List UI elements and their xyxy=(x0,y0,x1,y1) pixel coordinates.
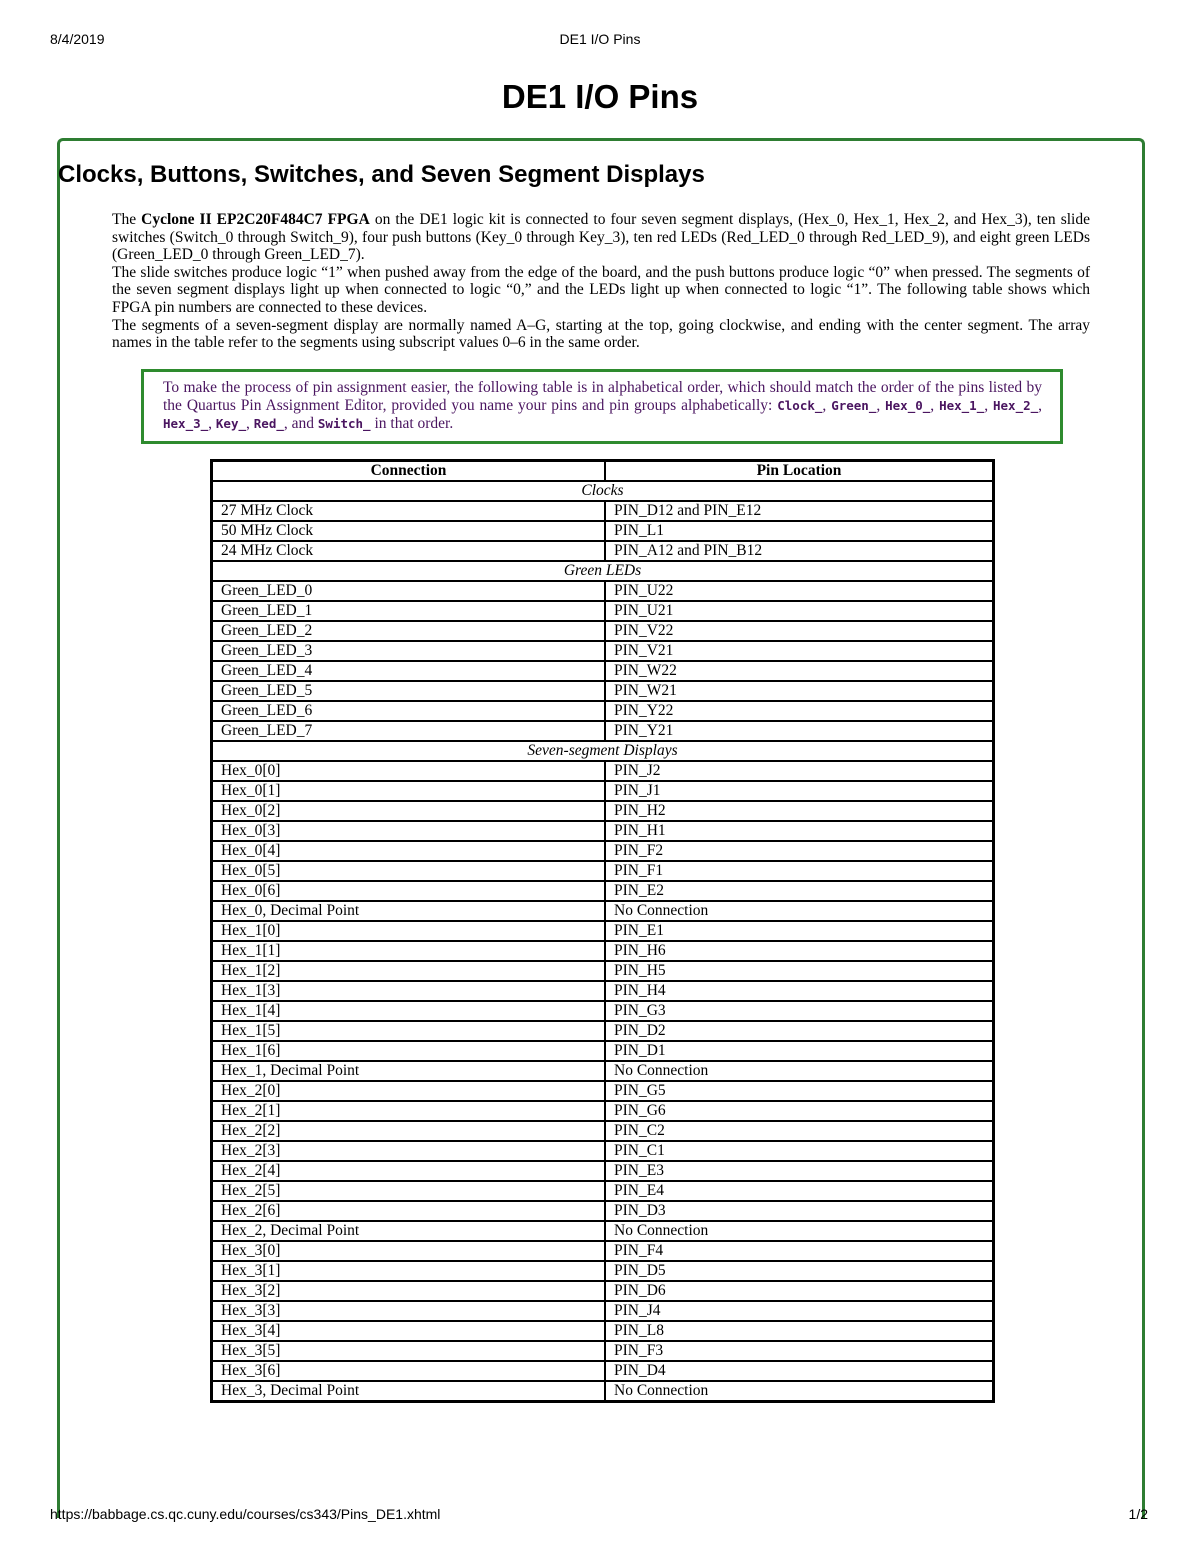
connection-cell: Hex_0[1] xyxy=(212,781,606,801)
connection-cell: Hex_2[6] xyxy=(212,1201,606,1221)
table-row xyxy=(212,781,994,801)
pin-location-cell: PIN_J2 xyxy=(605,761,994,781)
table-row xyxy=(212,601,994,621)
table-row xyxy=(212,1381,994,1402)
connection-cell: Green_LED_0 xyxy=(212,581,606,601)
pin-location-cell: PIN_F1 xyxy=(605,861,994,881)
pin-table xyxy=(210,459,995,1403)
intro-paragraph-3: The segments of a seven-segment display are normally named A–G, starting at the top, going clockwise, and ending with the center segment. The array names in the table refer to the segments using subscript values 0–6 in the same order. xyxy=(112,316,1090,352)
pin-location-cell: PIN_H2 xyxy=(605,801,994,821)
pin-location-cell: PIN_C1 xyxy=(605,1141,994,1161)
pin-location-cell: PIN_V21 xyxy=(605,641,994,661)
table-row xyxy=(212,961,994,981)
group-label: Clocks xyxy=(212,481,994,501)
pin-location-cell: PIN_G5 xyxy=(605,1081,994,1101)
table-row xyxy=(212,941,994,961)
table-row xyxy=(212,681,994,701)
print-page-title: DE1 I/O Pins xyxy=(559,31,641,47)
table-row xyxy=(212,621,994,641)
pin-location-cell: PIN_G3 xyxy=(605,1001,994,1021)
pin-location-cell: PIN_F3 xyxy=(605,1341,994,1361)
pin-location-cell: PIN_U22 xyxy=(605,581,994,601)
pin-location-cell: No Connection xyxy=(605,1381,994,1402)
pin-location-cell: PIN_E2 xyxy=(605,881,994,901)
pin-location-cell: No Connection xyxy=(605,1061,994,1081)
pin-location-cell: PIN_F2 xyxy=(605,841,994,861)
connection-cell: Hex_1[5] xyxy=(212,1021,606,1041)
pin-location-cell: PIN_Y21 xyxy=(605,721,994,741)
pin-location-cell: PIN_D3 xyxy=(605,1201,994,1221)
table-row xyxy=(212,861,994,881)
table-row xyxy=(212,1061,994,1081)
table-row xyxy=(212,501,994,521)
connection-cell: Green_LED_2 xyxy=(212,621,606,641)
connection-cell: Hex_0, Decimal Point xyxy=(212,901,606,921)
table-row xyxy=(212,1321,994,1341)
connection-cell: Hex_2[3] xyxy=(212,1141,606,1161)
table-row xyxy=(212,1361,994,1381)
table-row xyxy=(212,661,994,681)
connection-cell: Hex_3[1] xyxy=(212,1261,606,1281)
connection-cell: 24 MHz Clock xyxy=(212,541,606,561)
table-row xyxy=(212,1121,994,1141)
pin-location-cell: PIN_H4 xyxy=(605,981,994,1001)
connection-cell: Hex_1[6] xyxy=(212,1041,606,1061)
connection-cell: Hex_0[4] xyxy=(212,841,606,861)
table-row xyxy=(212,1101,994,1121)
connection-cell: Green_LED_3 xyxy=(212,641,606,661)
pin-location-cell: PIN_J4 xyxy=(605,1301,994,1321)
pin-location-cell: PIN_G6 xyxy=(605,1101,994,1121)
group-label: Seven-segment Displays xyxy=(212,741,994,761)
pin-location-cell: PIN_D12 and PIN_E12 xyxy=(605,501,994,521)
table-row xyxy=(212,1021,994,1041)
pin-location-cell: No Connection xyxy=(605,1221,994,1241)
pin-location-cell: PIN_L1 xyxy=(605,521,994,541)
connection-cell: Hex_0[0] xyxy=(212,761,606,781)
connection-cell: 50 MHz Clock xyxy=(212,521,606,541)
connection-cell: Hex_0[5] xyxy=(212,861,606,881)
connection-cell: 27 MHz Clock xyxy=(212,501,606,521)
connection-cell: Hex_1[1] xyxy=(212,941,606,961)
connection-cell: Hex_1[0] xyxy=(212,921,606,941)
table-row xyxy=(212,801,994,821)
page-url: https://babbage.cs.qc.cuny.edu/courses/cs343/Pins_DE1.xhtml xyxy=(50,1506,441,1522)
intro-paragraph-2: The slide switches produce logic “1” when pushed away from the edge of the board, and the push buttons produce logic “0” when pressed. The segments of the seven segment displays light up when connected to logic “0,” and the LEDs light up when connected to logic “1”. The following table shows which FPGA pin numbers are connected to these devices. xyxy=(112,263,1090,316)
pin-location-cell: PIN_D1 xyxy=(605,1041,994,1061)
connection-cell: Green_LED_6 xyxy=(212,701,606,721)
connection-cell: Green_LED_1 xyxy=(212,601,606,621)
table-row xyxy=(212,1081,994,1101)
pin-order-note: To make the process of pin assignment easier, the following table is in alphabetical order, which should match the order of the pins listed by the Quartus Pin Assignment Editor, provided you name your pins and pin groups alphabetically: Clock_, Green_, Hex_0_, Hex_1_, Hex_2_, Hex_3_, Key_, Red_, and Switch_ in that order. xyxy=(141,369,1063,444)
connection-cell: Hex_2[5] xyxy=(212,1181,606,1201)
connection-cell: Hex_3[6] xyxy=(212,1361,606,1381)
table-group-row xyxy=(212,481,994,501)
column-header-pin-location: Pin Location xyxy=(605,461,994,482)
connection-cell: Hex_1[2] xyxy=(212,961,606,981)
pin-location-cell: PIN_E4 xyxy=(605,1181,994,1201)
connection-cell: Hex_3[3] xyxy=(212,1301,606,1321)
pin-location-cell: PIN_L8 xyxy=(605,1321,994,1341)
group-label: Green LEDs xyxy=(212,561,994,581)
connection-cell: Hex_1[3] xyxy=(212,981,606,1001)
pin-location-cell: PIN_H1 xyxy=(605,821,994,841)
pin-location-cell: PIN_W21 xyxy=(605,681,994,701)
connection-cell: Hex_0[6] xyxy=(212,881,606,901)
table-row xyxy=(212,541,994,561)
column-header-connection: Connection xyxy=(212,461,606,482)
pin-location-cell: PIN_A12 and PIN_B12 xyxy=(605,541,994,561)
table-row xyxy=(212,1301,994,1321)
pin-location-cell: PIN_D4 xyxy=(605,1361,994,1381)
table-row xyxy=(212,701,994,721)
table-row xyxy=(212,1221,994,1241)
connection-cell: Hex_2[4] xyxy=(212,1161,606,1181)
table-row xyxy=(212,1281,994,1301)
connection-cell: Green_LED_5 xyxy=(212,681,606,701)
pin-location-cell: PIN_H6 xyxy=(605,941,994,961)
table-row xyxy=(212,1341,994,1361)
connection-cell: Hex_2[1] xyxy=(212,1101,606,1121)
table-row xyxy=(212,1041,994,1061)
table-row xyxy=(212,1201,994,1221)
pin-location-cell: PIN_J1 xyxy=(605,781,994,801)
connection-cell: Hex_1, Decimal Point xyxy=(212,1061,606,1081)
table-group-row xyxy=(212,561,994,581)
pin-location-cell: PIN_D2 xyxy=(605,1021,994,1041)
pin-location-cell: PIN_H5 xyxy=(605,961,994,981)
connection-cell: Hex_2, Decimal Point xyxy=(212,1221,606,1241)
pin-location-cell: No Connection xyxy=(605,901,994,921)
table-row xyxy=(212,821,994,841)
table-row xyxy=(212,761,994,781)
table-row xyxy=(212,641,994,661)
connection-cell: Hex_3[4] xyxy=(212,1321,606,1341)
pin-location-cell: PIN_V22 xyxy=(605,621,994,641)
table-row xyxy=(212,1001,994,1021)
connection-cell: Hex_2[0] xyxy=(212,1081,606,1101)
pin-location-cell: PIN_F4 xyxy=(605,1241,994,1261)
connection-cell: Hex_0[3] xyxy=(212,821,606,841)
table-row xyxy=(212,1241,994,1261)
pin-table-body xyxy=(212,481,994,1402)
fpga-model: Cyclone II EP2C20F484C7 FPGA xyxy=(141,211,370,228)
connection-cell: Hex_2[2] xyxy=(212,1121,606,1141)
pin-location-cell: PIN_U21 xyxy=(605,601,994,621)
table-row xyxy=(212,921,994,941)
print-date: 8/4/2019 xyxy=(50,31,105,47)
connection-cell: Hex_3[2] xyxy=(212,1281,606,1301)
intro-text xyxy=(112,211,1090,352)
connection-cell: Hex_3[0] xyxy=(212,1241,606,1261)
pin-location-cell: PIN_D5 xyxy=(605,1261,994,1281)
table-row xyxy=(212,1181,994,1201)
connection-cell: Hex_3[5] xyxy=(212,1341,606,1361)
table-row xyxy=(212,881,994,901)
table-row xyxy=(212,981,994,1001)
pin-location-cell: PIN_Y22 xyxy=(605,701,994,721)
table-row xyxy=(212,521,994,541)
table-row xyxy=(212,721,994,741)
table-row xyxy=(212,841,994,861)
table-row xyxy=(212,1261,994,1281)
pin-location-cell: PIN_E3 xyxy=(605,1161,994,1181)
page-number: 1/2 xyxy=(1128,1506,1148,1522)
pin-location-cell: PIN_W22 xyxy=(605,661,994,681)
table-header-row xyxy=(212,461,994,482)
pin-location-cell: PIN_C2 xyxy=(605,1121,994,1141)
section-heading: Clocks, Buttons, Switches, and Seven Segment Displays xyxy=(58,161,705,188)
table-row xyxy=(212,1161,994,1181)
connection-cell: Hex_0[2] xyxy=(212,801,606,821)
table-row xyxy=(212,901,994,921)
table-row xyxy=(212,581,994,601)
intro-paragraph-1: The Cyclone II EP2C20F484C7 FPGA on the DE1 logic kit is connected to four seven segment displays, (Hex_0, Hex_1, Hex_2, and Hex_3), ten slide switches (Switch_0 through Switch_9), four push buttons (Key_0 through Key_3), ten red LEDs (Red_LED_0 through Red_LED_9), and eight green LEDs (Green_LED_0 through Green_LED_7). xyxy=(112,211,1090,264)
connection-cell: Green_LED_4 xyxy=(212,661,606,681)
connection-cell: Green_LED_7 xyxy=(212,721,606,741)
page-title: DE1 I/O Pins xyxy=(501,78,699,115)
connection-cell: Hex_1[4] xyxy=(212,1001,606,1021)
pin-location-cell: PIN_E1 xyxy=(605,921,994,941)
connection-cell: Hex_3, Decimal Point xyxy=(212,1381,606,1402)
pin-location-cell: PIN_D6 xyxy=(605,1281,994,1301)
table-group-row xyxy=(212,741,994,761)
table-row xyxy=(212,1141,994,1161)
